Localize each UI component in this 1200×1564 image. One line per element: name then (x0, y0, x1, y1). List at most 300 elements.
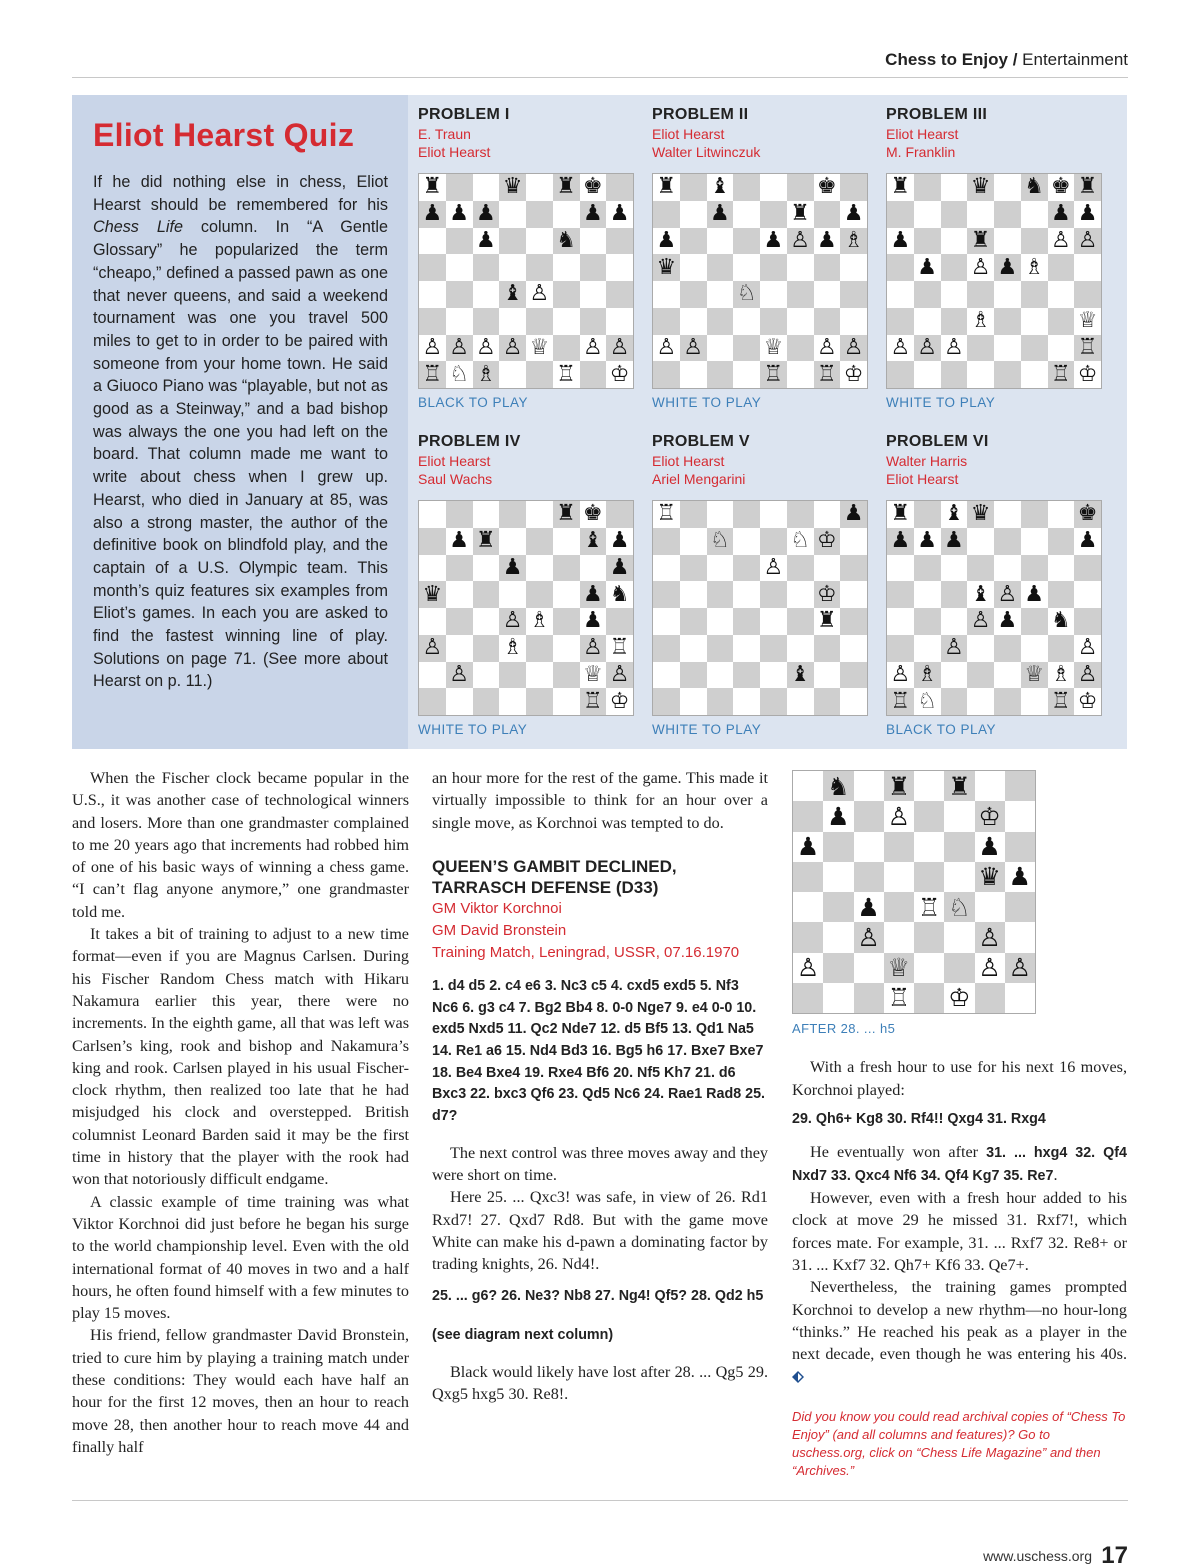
white-rook-icon: ♖ (760, 361, 787, 388)
board-square (553, 608, 580, 635)
board-square (606, 308, 633, 335)
black-pawn-icon: ♟ (580, 608, 607, 635)
board-square (1021, 555, 1048, 582)
black-pawn-icon: ♟ (914, 528, 941, 555)
problem-caption: BLACK TO PLAY (418, 395, 529, 410)
black-queen-icon: ♛ (967, 174, 994, 201)
board-square (814, 201, 841, 228)
board-square (446, 228, 473, 255)
white-bishop-icon: ♗ (1021, 254, 1048, 281)
board-square (733, 361, 760, 388)
board-square (446, 581, 473, 608)
board-square (553, 281, 580, 308)
board-square (854, 862, 884, 892)
board-square (840, 608, 867, 635)
white-pawn-icon: ♙ (887, 662, 914, 689)
black-pawn-icon: ♟ (606, 555, 633, 582)
board-square (941, 308, 968, 335)
black-rook-icon: ♜ (553, 501, 580, 528)
board-square (419, 501, 446, 528)
board-square (473, 688, 500, 715)
black-rook-icon: ♜ (787, 201, 814, 228)
board-square (526, 688, 553, 715)
board-square (606, 281, 633, 308)
board-square (760, 308, 787, 335)
quiz-intro-text-2: column. In “A Gentle Glossary” he popularized the term “cheapo,” defined a passed pawn as one that never queens, and said a weekend tournament was one you travel 500 miles to get to in order to be paired with someone from your home town. He said a Giuoco Piano was “playable, but not as good as a Steinway,” and a bad bishop was always the one you had left on the board. That column made me want to write about chess when I grew up. Hearst, who died in January at 85, was also a strong master, the author of the definitive book on blindfold play, and the captain of a U.S. Olympic team. This month’s quiz features six examples from Eliot’s games. In each you are asked to find the fastest winning line of play. Solutions on page 71. (See more about Hearst on p. 11.) (93, 218, 388, 691)
white-queen-icon: ♕ (526, 335, 553, 362)
white-queen-icon: ♕ (760, 335, 787, 362)
board-square (941, 581, 968, 608)
problem-white-player: Eliot Hearst (652, 126, 725, 142)
board-square (606, 608, 633, 635)
board-square (580, 361, 607, 388)
board-square (1005, 801, 1035, 831)
problem-title: PROBLEM II (652, 106, 749, 123)
problem-white-player: E. Traun (418, 126, 471, 142)
board-square (707, 228, 734, 255)
problem-1 (418, 105, 634, 410)
white-pawn-icon: ♙ (787, 228, 814, 255)
board-square (840, 281, 867, 308)
board-square (967, 335, 994, 362)
board-square (994, 688, 1021, 715)
board-square (787, 688, 814, 715)
footer-rule (72, 1500, 1128, 1501)
white-queen-icon: ♕ (884, 953, 914, 983)
board-square (975, 983, 1005, 1013)
board-square (1048, 581, 1075, 608)
black-pawn-icon: ♟ (793, 832, 823, 862)
problem-3 (886, 105, 1102, 410)
black-rook-icon: ♜ (473, 528, 500, 555)
board-square (707, 281, 734, 308)
problem-4 (418, 432, 634, 737)
white-queen-icon: ♕ (1021, 662, 1048, 689)
problem-caption: WHITE TO PLAY (886, 395, 996, 410)
board-square (653, 281, 680, 308)
board-square (994, 174, 1021, 201)
board-square (967, 662, 994, 689)
board-square (446, 635, 473, 662)
problem-caption: WHITE TO PLAY (418, 722, 528, 737)
board-square (680, 581, 707, 608)
white-queen-icon: ♕ (1074, 308, 1101, 335)
black-knight-icon: ♞ (606, 581, 633, 608)
board-square (707, 361, 734, 388)
board-square (941, 228, 968, 255)
board-square (553, 254, 580, 281)
article-column-1 (72, 767, 409, 1458)
board-square (446, 254, 473, 281)
chess-board (418, 500, 634, 716)
black-pawn-icon: ♟ (1005, 862, 1035, 892)
white-king-icon: ♔ (814, 581, 841, 608)
board-square (499, 581, 526, 608)
board-square (606, 174, 633, 201)
white-knight-icon: ♘ (733, 281, 760, 308)
board-square (887, 608, 914, 635)
board-square (994, 201, 1021, 228)
board-square (814, 281, 841, 308)
board-square (553, 581, 580, 608)
board-square (553, 662, 580, 689)
quiz-title: Eliot Hearst Quiz (93, 117, 355, 153)
board-square (914, 308, 941, 335)
white-pawn-icon: ♙ (967, 608, 994, 635)
board-square (1021, 608, 1048, 635)
problem-caption: WHITE TO PLAY (652, 395, 762, 410)
board-square (994, 662, 1021, 689)
text: Nevertheless, the training games prompted Korchnoi to develop a new rhythm—no hour-long “thinks.” He reached his peak as a player in the next decade, even though he was entering his 40s. (792, 1278, 1127, 1364)
white-rook-icon: ♖ (884, 983, 914, 1013)
board-square (1048, 528, 1075, 555)
board-square (733, 528, 760, 555)
board-square (840, 635, 867, 662)
white-rook-icon: ♖ (814, 361, 841, 388)
board-square (975, 771, 1005, 801)
black-pawn-icon: ♟ (941, 528, 968, 555)
problem-2 (652, 105, 868, 410)
board-square (884, 892, 914, 922)
board-square (1021, 501, 1048, 528)
white-pawn-icon: ♙ (941, 335, 968, 362)
problem-6 (886, 432, 1102, 737)
white-knight-icon: ♘ (944, 892, 974, 922)
board-square (653, 308, 680, 335)
board-square (760, 174, 787, 201)
board-square (446, 174, 473, 201)
white-knight-icon: ♘ (446, 361, 473, 388)
board-square (580, 254, 607, 281)
board-square (526, 174, 553, 201)
white-bishop-icon: ♗ (914, 662, 941, 689)
white-pawn-icon: ♙ (499, 608, 526, 635)
board-square (793, 801, 823, 831)
board-square (580, 555, 607, 582)
board-square (707, 335, 734, 362)
board-square (994, 361, 1021, 388)
board-square (941, 555, 968, 582)
board-square (707, 254, 734, 281)
black-pawn-icon: ♟ (606, 528, 633, 555)
board-square (733, 201, 760, 228)
board-square (526, 228, 553, 255)
board-square (680, 281, 707, 308)
board-square (419, 688, 446, 715)
paragraph: A classic example of time training was what Viktor Korchnoi did just before he began his surge to the world championship level. Even with the old international format of 40 moves in two and a half hours, he often found himself with a few minutes to play 15 moves. (72, 1192, 409, 1323)
board-square (967, 281, 994, 308)
black-queen-icon: ♛ (975, 862, 1005, 892)
board-square (653, 608, 680, 635)
white-pawn-icon: ♙ (975, 922, 1005, 952)
black-pawn-icon: ♟ (975, 832, 1005, 862)
board-square (707, 608, 734, 635)
board-square (760, 688, 787, 715)
header-separator: / (1007, 50, 1023, 69)
end-mark-icon (792, 1371, 804, 1383)
board-square (1021, 361, 1048, 388)
board-square (606, 501, 633, 528)
section-name: Chess to Enjoy (885, 50, 1008, 69)
board-square (840, 688, 867, 715)
board-square (680, 201, 707, 228)
quiz-intro-panel (72, 95, 408, 749)
board-square (914, 608, 941, 635)
board-square (1074, 581, 1101, 608)
board-square (733, 688, 760, 715)
board-square (499, 254, 526, 281)
board-square (994, 501, 1021, 528)
board-square (914, 983, 944, 1013)
chess-board (886, 173, 1102, 389)
white-pawn-icon: ♙ (1074, 635, 1101, 662)
board-square (944, 922, 974, 952)
board-square (1021, 228, 1048, 255)
board-square (787, 254, 814, 281)
black-pawn-icon: ♟ (1074, 201, 1101, 228)
black-pawn-icon: ♟ (473, 228, 500, 255)
board-square (473, 581, 500, 608)
board-square (1021, 635, 1048, 662)
board-square (680, 528, 707, 555)
black-pawn-icon: ♟ (606, 201, 633, 228)
white-queen-icon: ♕ (580, 662, 607, 689)
board-square (814, 662, 841, 689)
board-square (1048, 635, 1075, 662)
black-pawn-icon: ♟ (473, 201, 500, 228)
board-square (941, 662, 968, 689)
white-pawn-icon: ♙ (760, 555, 787, 582)
black-pawn-icon: ♟ (580, 201, 607, 228)
board-square (606, 228, 633, 255)
board-square (473, 555, 500, 582)
white-king-icon: ♔ (606, 361, 633, 388)
board-square (580, 281, 607, 308)
board-square (1074, 608, 1101, 635)
board-square (814, 501, 841, 528)
board-square (787, 281, 814, 308)
white-pawn-icon: ♙ (941, 635, 968, 662)
black-knight-icon: ♞ (553, 228, 580, 255)
white-knight-icon: ♘ (914, 688, 941, 715)
black-rook-icon: ♜ (887, 501, 914, 528)
game-moves: 1. d4 d5 2. c4 e6 3. Nc3 c5 4. cxd5 exd5 5. Nf3 Nc6 6. g3 c4 7. Bg2 Bb4 8. 0-0 Nge7 9. e4 0-0 10. exd5 Nxd5 11. Qc2 Nde7 12. d5 Bf5 13. Qd1 Na5 14. Re1 a6 15. Nd4 Bd3 16. Bg5 h6 17. Bxe7 Bxe7 18. Be4 Bxe4 19. Rxe4 Bf6 20. Nf5 Kh7 21. d6 Bxc3 22. bxc3 Qf6 23. Qd5 Nc6 24. Rae1 Rad8 25. d7? (432, 977, 765, 1125)
board-square (680, 361, 707, 388)
problem-title: PROBLEM III (886, 106, 988, 123)
black-pawn-icon: ♟ (914, 254, 941, 281)
board-square (914, 201, 941, 228)
board-square (419, 528, 446, 555)
board-square (914, 555, 941, 582)
game-black-player: GM David Bronstein (432, 921, 567, 939)
white-king-icon: ♔ (1074, 361, 1101, 388)
paragraph: His friend, fellow grandmaster David Bronstein, tried to cure him by playing a training match under these conditions: They would each have half an hour for the first 12 moves, then an hour to reach move 28, then another hour to reach move 44 and finally half (72, 1326, 409, 1456)
board-square (446, 281, 473, 308)
paragraph: Here 25. ... Qxc3! was safe, in view of 26. Rd1 Rxd7! 27. Qxd7 Rd8. But with the game move White can make his d-pawn a dominating factor by trading knights, 26. Nd4!. (432, 1188, 768, 1274)
white-pawn-icon: ♙ (526, 281, 553, 308)
white-king-icon: ♔ (606, 688, 633, 715)
white-pawn-icon: ♙ (473, 335, 500, 362)
board-square (733, 228, 760, 255)
board-square (793, 922, 823, 952)
board-square (854, 983, 884, 1013)
board-square (606, 254, 633, 281)
board-square (994, 555, 1021, 582)
black-king-icon: ♚ (580, 174, 607, 201)
problem-white-player: Eliot Hearst (418, 453, 491, 469)
board-square (854, 801, 884, 831)
white-rook-icon: ♖ (1074, 335, 1101, 362)
white-pawn-icon: ♙ (653, 335, 680, 362)
problem-title: PROBLEM IV (418, 433, 521, 450)
board-square (814, 635, 841, 662)
board-square (733, 608, 760, 635)
black-pawn-icon: ♟ (887, 228, 914, 255)
board-square (787, 635, 814, 662)
board-square (887, 254, 914, 281)
board-square (823, 953, 853, 983)
board-square (446, 608, 473, 635)
board-square (840, 581, 867, 608)
board-square (499, 501, 526, 528)
board-square (680, 308, 707, 335)
board-square (653, 688, 680, 715)
white-rook-icon: ♖ (1048, 688, 1075, 715)
white-bishop-icon: ♗ (1048, 662, 1075, 689)
board-square (944, 801, 974, 831)
white-pawn-icon: ♙ (606, 662, 633, 689)
board-square (419, 662, 446, 689)
board-square (887, 635, 914, 662)
black-queen-icon: ♛ (499, 174, 526, 201)
board-square (914, 801, 944, 831)
running-header (72, 50, 1128, 78)
board-square (499, 662, 526, 689)
board-square (473, 308, 500, 335)
board-square (760, 254, 787, 281)
board-square (1048, 335, 1075, 362)
board-square (680, 662, 707, 689)
paragraph: an hour more for the rest of the game. This made it virtually impossible to think for an hour over a single move, as Korchnoi was tempted to do. (432, 769, 768, 832)
black-bishop-icon: ♝ (941, 501, 968, 528)
board-square (553, 555, 580, 582)
board-square (1021, 335, 1048, 362)
white-pawn-icon: ♙ (680, 335, 707, 362)
board-square (994, 335, 1021, 362)
board-square (760, 581, 787, 608)
board-square (707, 501, 734, 528)
black-pawn-icon: ♟ (814, 228, 841, 255)
board-square (653, 528, 680, 555)
black-pawn-icon: ♟ (1021, 581, 1048, 608)
board-square (884, 832, 914, 862)
board-square (944, 862, 974, 892)
board-square (707, 635, 734, 662)
black-rook-icon: ♜ (814, 608, 841, 635)
white-knight-icon: ♘ (787, 528, 814, 555)
white-pawn-icon: ♙ (580, 335, 607, 362)
problem-black-player: Saul Wachs (418, 471, 493, 487)
board-square (793, 771, 823, 801)
board-square (526, 361, 553, 388)
paragraph: However, even with a fresh hour added to his clock at move 29 he missed 31. Rxf7!, which forces mate. For example, 31. ... Rxf7 32. Re8+ or 31. ... Kxf7 32. Qh7+ Kf6 33. Qe7+. (792, 1189, 1127, 1275)
board-square (975, 892, 1005, 922)
board-square (553, 335, 580, 362)
black-bishop-icon: ♝ (499, 281, 526, 308)
black-king-icon: ♚ (1048, 174, 1075, 201)
white-rook-icon: ♖ (653, 501, 680, 528)
problem-white-player: Eliot Hearst (652, 453, 725, 469)
board-square (914, 361, 941, 388)
board-square (967, 361, 994, 388)
board-square (787, 308, 814, 335)
board-square (840, 308, 867, 335)
board-square (553, 688, 580, 715)
board-square (446, 688, 473, 715)
board-square (760, 201, 787, 228)
board-square (967, 201, 994, 228)
board-square (680, 501, 707, 528)
board-square (914, 581, 941, 608)
board-square (1005, 983, 1035, 1013)
board-square (1074, 254, 1101, 281)
board-square (553, 635, 580, 662)
board-square (941, 281, 968, 308)
problem-black-player: Eliot Hearst (418, 144, 491, 160)
white-knight-icon: ♘ (707, 528, 734, 555)
board-square (473, 174, 500, 201)
board-square (760, 635, 787, 662)
board-square (526, 555, 553, 582)
problem-title: PROBLEM V (652, 433, 750, 450)
category-name: Entertainment (1022, 50, 1128, 69)
board-square (526, 581, 553, 608)
board-square (941, 254, 968, 281)
board-square (941, 201, 968, 228)
board-square (840, 528, 867, 555)
board-square (653, 635, 680, 662)
board-square (823, 892, 853, 922)
board-square (884, 862, 914, 892)
white-king-icon: ♔ (1074, 688, 1101, 715)
board-square (967, 555, 994, 582)
black-pawn-icon: ♟ (1074, 528, 1101, 555)
black-bishop-icon: ♝ (787, 662, 814, 689)
board-square (680, 608, 707, 635)
problem-black-player: Walter Litwinczuk (652, 144, 761, 160)
board-square (840, 174, 867, 201)
board-square (1074, 281, 1101, 308)
white-pawn-icon: ♙ (975, 953, 1005, 983)
black-rook-icon: ♜ (887, 174, 914, 201)
black-bishop-icon: ♝ (707, 174, 734, 201)
board-square (814, 254, 841, 281)
board-square (526, 528, 553, 555)
black-pawn-icon: ♟ (887, 528, 914, 555)
board-square (707, 662, 734, 689)
board-square (499, 528, 526, 555)
white-pawn-icon: ♙ (994, 581, 1021, 608)
black-pawn-icon: ♟ (823, 801, 853, 831)
board-square (994, 228, 1021, 255)
board-square (887, 361, 914, 388)
board-square (914, 228, 941, 255)
board-square (823, 922, 853, 952)
board-square (814, 688, 841, 715)
white-pawn-icon: ♙ (606, 335, 633, 362)
board-square (914, 953, 944, 983)
board-square (707, 581, 734, 608)
